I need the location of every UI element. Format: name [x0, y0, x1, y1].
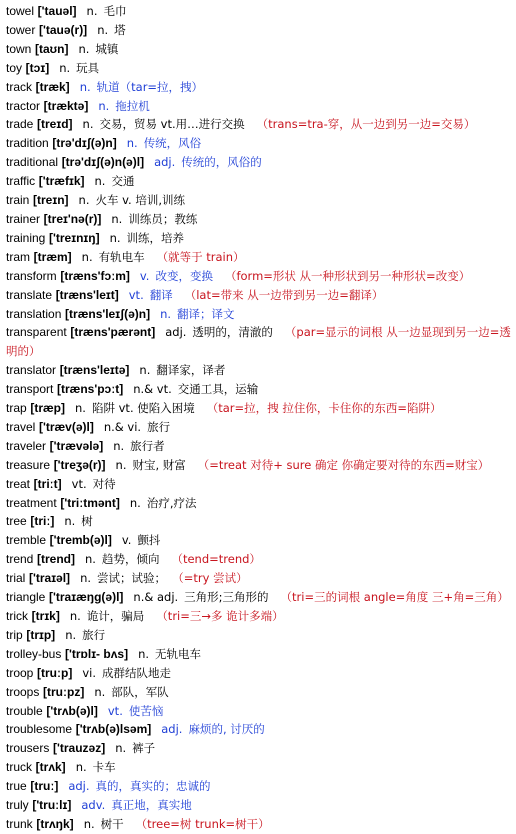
entry-phonetic: ['truːlɪ] — [32, 798, 72, 813]
entry-phonetic: [træns'pɔːt] — [57, 382, 124, 397]
entry-meaning: 城镇 — [95, 41, 119, 56]
entry-part-of-speech: n. — [129, 495, 141, 510]
entry-phonetic: [trə'dɪʃ(ə)n] — [52, 136, 117, 151]
entry-meaning: 交通工具，运输 — [177, 382, 259, 397]
entry-part-of-speech: v. — [139, 268, 150, 283]
entry-meaning: 有轨电车 — [98, 249, 145, 264]
entry-part-of-speech: n. — [79, 79, 91, 94]
entry-phonetic: ['tauəl] — [37, 4, 77, 18]
vocab-entry — [6, 305, 516, 324]
entry-word: trick — [6, 609, 28, 623]
vocab-entry — [6, 531, 516, 550]
entry-phonetic: [trɪp] — [26, 627, 56, 642]
entry-meaning: 使苦恼 — [128, 703, 164, 718]
entry-word: tractor — [6, 98, 41, 113]
entry-part-of-speech: n. — [97, 22, 109, 37]
entry-word: transform — [6, 268, 57, 283]
entry-word: true — [6, 779, 27, 794]
vocab-entry — [6, 229, 516, 248]
entry-part-of-speech: n. — [83, 816, 95, 831]
entry-part-of-speech: n. — [111, 211, 123, 226]
entry-word: tradition — [6, 136, 49, 151]
entry-word: trainer — [6, 211, 41, 226]
vocab-entry — [6, 153, 516, 172]
vocab-entry — [6, 664, 516, 683]
entry-part-of-speech: vt. — [107, 703, 123, 718]
vocab-entry — [6, 40, 516, 59]
entry-mnemonic-note: （trans=tra-穿，从一边到另一边=交易） — [256, 117, 476, 132]
entry-phonetic: [trʌk] — [35, 760, 66, 775]
entry-word: towel — [6, 4, 35, 18]
entry-phonetic: [treɪ'nə(r)] — [43, 211, 102, 226]
entry-part-of-speech: n. — [75, 401, 86, 416]
entry-part-of-speech: n. — [86, 4, 98, 18]
entry-phonetic: ['trauzəz] — [53, 741, 106, 756]
entry-part-of-speech: vt. — [71, 476, 87, 491]
entry-meaning: 真正地，真实地 — [111, 798, 192, 813]
entry-part-of-speech: n. — [98, 98, 110, 113]
vocab-entry — [6, 134, 516, 153]
entry-meaning: 交通 — [111, 174, 135, 189]
entry-part-of-speech: n.& adj. — [133, 590, 179, 605]
entry-part-of-speech: n. — [113, 438, 125, 453]
vocab-entry — [6, 361, 516, 380]
entry-part-of-speech: n. — [139, 363, 151, 378]
vocab-entry — [6, 2, 516, 21]
entry-mnemonic-note: （=try 尝试） — [178, 571, 248, 586]
vocab-entry — [6, 645, 516, 664]
entry-meaning: 火车 v. 培训,训练 — [95, 193, 186, 208]
entry-part-of-speech: n. — [59, 60, 71, 75]
vocab-entry — [6, 796, 516, 815]
entry-part-of-speech: n. — [75, 760, 87, 775]
vocab-entry — [6, 683, 516, 702]
entry-part-of-speech: n. — [82, 117, 94, 132]
vocab-entry — [6, 59, 516, 78]
entry-part-of-speech: n. — [78, 41, 90, 56]
entry-word: transport — [6, 382, 54, 397]
entry-meaning: 三角形;三角形的 — [184, 590, 269, 605]
entry-meaning: 卡车 — [92, 760, 116, 775]
entry-part-of-speech: n. — [64, 514, 76, 529]
entry-meaning: 颤抖 — [137, 533, 161, 548]
entry-phonetic: [træm] — [33, 249, 72, 264]
entry-phonetic: [træns'leɪʃ(ə)n] — [65, 306, 151, 321]
vocab-entry — [6, 115, 516, 134]
entry-word: translator — [6, 363, 57, 378]
entry-phonetic: [truː] — [30, 779, 59, 794]
entry-phonetic: ['traɪæŋg(ə)l] — [49, 590, 124, 605]
vocab-entry — [6, 777, 516, 796]
entry-phonetic: [taʊn] — [35, 41, 69, 56]
entry-meaning: 传统的，风俗的 — [181, 155, 262, 170]
entry-phonetic: [triːt] — [33, 476, 62, 491]
entry-meaning: 交易，贸易 vt.用…进行交换 — [99, 117, 245, 132]
entry-word: track — [6, 79, 33, 94]
entry-phonetic: ['triːtmənt] — [60, 495, 120, 510]
entry-meaning: 财宝, 财富 — [132, 457, 186, 472]
vocab-entry — [6, 191, 516, 210]
entry-word: trunk — [6, 816, 33, 831]
entry-mnemonic-note: （tri=三→多 诡计多端） — [156, 609, 284, 623]
entry-part-of-speech: n. — [94, 174, 106, 189]
entry-meaning: 翻译 — [149, 287, 173, 302]
entry-word: triangle — [6, 590, 46, 605]
vocab-entry — [6, 248, 516, 267]
entry-part-of-speech: n.& vt. — [133, 382, 172, 397]
entry-word: translation — [6, 306, 62, 321]
vocab-entry — [6, 286, 516, 305]
entry-word: treatment — [6, 495, 57, 510]
entry-part-of-speech: n. — [160, 306, 172, 321]
entry-mnemonic-note: （par=显示的词根 从一边显现到另一边=透明的） — [6, 325, 511, 359]
vocab-entry — [6, 702, 516, 721]
vocab-entry — [6, 569, 516, 588]
entry-phonetic: [trʌŋk] — [36, 816, 74, 831]
entry-mnemonic-note: （=treat 对待+ sure 确定 你确定要对待的东西=财宝） — [197, 457, 490, 472]
vocab-entry — [6, 437, 516, 456]
entry-phonetic: ['traɪəl] — [29, 571, 71, 586]
entry-word: tremble — [6, 533, 47, 548]
entry-part-of-speech: n. — [109, 230, 121, 245]
vocab-entry — [6, 494, 516, 513]
entry-part-of-speech: adj. — [68, 779, 90, 794]
entry-meaning: 塔 — [114, 22, 126, 37]
entry-phonetic: ['trʌb(ə)l] — [46, 703, 98, 718]
entry-word: truck — [6, 760, 33, 775]
entry-phonetic: [træns'leɪt] — [55, 287, 119, 302]
entry-phonetic: ['træfɪk] — [38, 174, 85, 189]
vocab-entry — [6, 739, 516, 758]
entry-phonetic: [truːp] — [37, 665, 73, 680]
entry-meaning: 树干 — [100, 816, 124, 831]
vocab-entry — [6, 399, 516, 418]
entry-part-of-speech: adj. — [165, 325, 187, 340]
entry-phonetic: [triː] — [30, 514, 55, 529]
entry-meaning: 成群结队地走 — [102, 665, 171, 680]
entry-phonetic: [truːpz] — [43, 684, 85, 699]
entry-meaning: 无轨电车 — [155, 646, 202, 661]
entry-phonetic: ['træv(ə)l] — [39, 419, 94, 434]
entry-meaning: 趋势，倾向 — [101, 552, 160, 567]
entry-word: training — [6, 230, 46, 245]
vocab-entry — [6, 550, 516, 569]
entry-word: trend — [6, 552, 34, 567]
entry-phonetic: ['treʒə(r)] — [53, 457, 106, 472]
entry-meaning: 改变，变换 — [155, 268, 213, 283]
vocab-entry — [6, 588, 516, 607]
entry-mnemonic-note: （tar=拉，拽 拉住你，卡住你的东西=陷阱） — [206, 401, 442, 416]
entry-word: traffic — [6, 174, 36, 189]
entry-part-of-speech: n. — [69, 609, 81, 623]
entry-phonetic: ['treɪnɪŋ] — [49, 230, 100, 245]
entry-meaning: 麻烦的, 讨厌的 — [188, 722, 265, 737]
entry-part-of-speech: n. — [85, 552, 96, 567]
entry-meaning: 治疗,疗法 — [146, 495, 197, 510]
entry-meaning: 尝试；试验； — [97, 571, 167, 586]
entry-phonetic: ['tremb(ə)l] — [49, 533, 112, 548]
entry-part-of-speech: vi. — [82, 665, 96, 680]
entry-word: trip — [6, 627, 23, 642]
entry-phonetic: ['tauə(r)] — [39, 22, 88, 37]
vocab-entry — [6, 475, 516, 494]
entry-phonetic: ['trævələ] — [49, 438, 104, 453]
entry-part-of-speech: n.& vi. — [103, 419, 142, 434]
entry-part-of-speech: adv. — [81, 798, 106, 813]
entry-mnemonic-note: （form=形状 从一种形状到另一种形状=改变） — [224, 268, 471, 283]
entry-part-of-speech: n. — [78, 193, 90, 208]
entry-part-of-speech: adj. — [161, 722, 183, 737]
entry-part-of-speech: n. — [80, 571, 92, 586]
entry-word: trousers — [6, 741, 50, 756]
entry-meaning: 诡计，骗局 — [86, 609, 145, 623]
vocab-entry — [6, 418, 516, 437]
vocab-entry — [6, 97, 516, 116]
vocab-entry — [6, 607, 516, 626]
entry-part-of-speech: n. — [94, 684, 106, 699]
entry-word: toy — [6, 60, 23, 75]
entry-phonetic: [træns'leɪtə] — [59, 363, 130, 378]
entry-phonetic: [trə'dɪʃ(ə)n(ə)l] — [61, 155, 145, 170]
entry-meaning: 传统，风俗 — [143, 136, 202, 151]
entry-word: train — [6, 193, 30, 208]
vocab-entry — [6, 815, 516, 834]
entry-word: transparent — [6, 325, 67, 340]
entry-word: tower — [6, 22, 36, 37]
entry-phonetic: [træktə] — [43, 98, 89, 113]
entry-word: tram — [6, 249, 30, 264]
vocab-entry — [6, 210, 516, 229]
entry-word: traveler — [6, 438, 47, 453]
entry-mnemonic-note: （lat=带来 从一边带到另一边=翻译） — [184, 287, 384, 302]
entry-meaning: 毛巾 — [103, 4, 127, 18]
entry-word: trouble — [6, 703, 43, 718]
entry-phonetic: [trɪk] — [31, 609, 60, 623]
entry-meaning: 旅行 — [82, 627, 106, 642]
entry-phonetic: [treɪn] — [33, 193, 69, 208]
entry-word: trolley-bus — [6, 646, 62, 661]
entry-word: town — [6, 41, 32, 56]
entry-part-of-speech: v. — [121, 533, 132, 548]
entry-meaning: 训练，培养 — [126, 230, 185, 245]
entry-meaning: 部队，军队 — [111, 684, 169, 699]
entry-word: tree — [6, 514, 27, 529]
entry-word: troublesome — [6, 722, 73, 737]
entry-phonetic: [træp] — [30, 401, 66, 416]
entry-phonetic: [trend] — [37, 552, 76, 567]
entry-meaning: 翻译家，译者 — [156, 363, 226, 378]
entry-word: trade — [6, 117, 34, 132]
entry-meaning: 树 — [81, 514, 93, 529]
entry-word: treasure — [6, 457, 51, 472]
entry-phonetic: [træk] — [35, 79, 70, 94]
entry-meaning: 玩具 — [76, 60, 100, 75]
entry-part-of-speech: n. — [65, 627, 77, 642]
entry-mnemonic-note: （tend=trend） — [171, 552, 261, 567]
entry-phonetic: [træns'pærənt] — [70, 325, 156, 340]
entry-phonetic: [tɔɪ] — [25, 60, 50, 75]
entry-part-of-speech: n. — [138, 646, 150, 661]
entry-part-of-speech: n. — [126, 136, 138, 151]
entry-part-of-speech: n. — [115, 457, 127, 472]
vocab-entry — [6, 78, 516, 97]
vocab-entry — [6, 456, 516, 475]
entry-meaning: 旅行 — [147, 419, 171, 434]
entry-phonetic: ['trʌb(ə)lsəm] — [75, 722, 152, 737]
entry-meaning: 翻译；译文 — [177, 306, 235, 321]
vocab-entry — [6, 380, 516, 399]
vocab-entry — [6, 720, 516, 739]
entry-part-of-speech: n. — [81, 249, 93, 264]
entry-word: trial — [6, 571, 26, 586]
entry-word: traditional — [6, 155, 59, 170]
entry-word: troop — [6, 665, 34, 680]
entry-mnemonic-note: （tri=三的词根 angle=角度 三+角=三角） — [280, 590, 509, 605]
vocab-entry — [6, 21, 516, 40]
entry-meaning: 旅行者 — [130, 438, 165, 453]
entry-mnemonic-note: （tree=树 trunk=树干） — [135, 816, 270, 831]
entry-word: treat — [6, 476, 31, 491]
entry-meaning: 轨道（tar=拉，拽） — [96, 79, 204, 94]
entry-part-of-speech: adj. — [154, 155, 176, 170]
entry-phonetic: [træns'fɔːm] — [60, 268, 130, 283]
entry-word: travel — [6, 419, 36, 434]
entry-word: truly — [6, 798, 29, 813]
entry-meaning: 真的，真实的；忠诚的 — [95, 779, 211, 794]
entry-meaning: 拖拉机 — [115, 98, 150, 113]
vocab-entry — [6, 626, 516, 645]
entry-phonetic: ['trɒlɪ- bʌs] — [65, 646, 129, 661]
entry-word: translate — [6, 287, 53, 302]
vocab-entry — [6, 512, 516, 531]
vocab-entry — [6, 323, 516, 361]
entry-meaning: 训练员；教练 — [128, 211, 198, 226]
entry-phonetic: [treɪd] — [37, 117, 73, 132]
vocab-entry — [6, 267, 516, 286]
entry-part-of-speech: n. — [115, 741, 127, 756]
entry-meaning: 透明的，清澈的 — [192, 325, 273, 340]
entry-mnemonic-note: （就等于 train） — [156, 249, 245, 264]
entry-part-of-speech: vt. — [128, 287, 144, 302]
vocab-entry — [6, 172, 516, 191]
entry-word: troops — [6, 684, 40, 699]
entry-meaning: 对待 — [92, 476, 116, 491]
entry-meaning: 陷阱 vt. 使陷入困境 — [91, 401, 195, 416]
entry-word: trap — [6, 401, 27, 416]
vocab-entry — [6, 758, 516, 777]
entry-meaning: 裤子 — [132, 741, 156, 756]
